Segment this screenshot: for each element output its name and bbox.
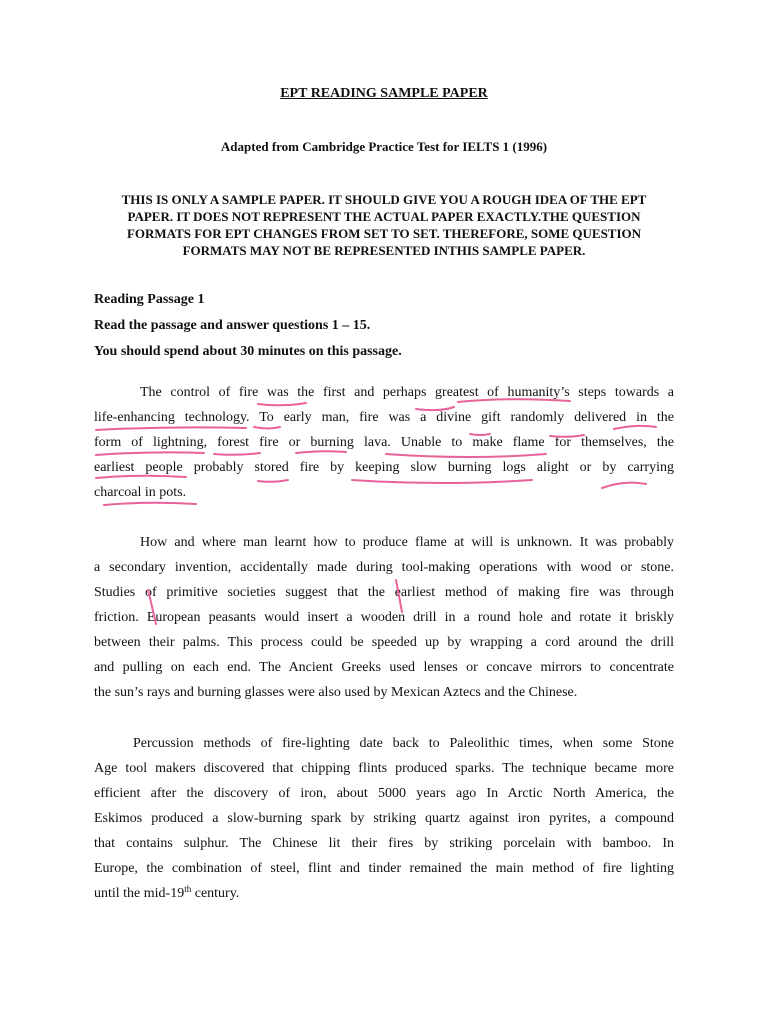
notice-line: FORMATS MAY NOT BE REPRESENTED INTHIS SAMPLE PAPER. <box>182 243 586 258</box>
notice-line: PAPER. IT DOES NOT REPRESENT THE ACTUAL PAPER EXACTLY.THE QUESTION <box>127 209 641 224</box>
paragraph-line: life-enhancing technology. To early man, fire was a divine gift randomly delivered in the <box>94 410 674 425</box>
paragraph-line: the sun’s rays and burning glasses were also used by Mexican Aztecs and the Chinese. <box>94 685 578 700</box>
paragraph-line: that contains sulphur. The Chinese lit their fires by striking porcelain with bamboo. In <box>94 836 674 851</box>
paragraph-line: The control of fire was the first and perhaps greatest of humanity’s steps towards a <box>140 385 674 400</box>
line-text: century. <box>191 886 240 901</box>
paragraph-line: Age tool makers discovered that chipping flints produced sparks. The technique became more <box>94 761 674 776</box>
paragraph-line: efficient after the discovery of iron, about 5000 years ago In Arctic North America, the <box>94 786 674 801</box>
document-subtitle: Adapted from Cambridge Practice Test for IELTS 1 (1996) <box>220 139 548 154</box>
notice-line: THIS IS ONLY A SAMPLE PAPER. IT SHOULD GIVE YOU A ROUGH IDEA OF THE EPT <box>121 192 647 207</box>
paragraph-line: friction. European peasants would insert a wooden drill in a round hole and rotate it briskly <box>94 610 674 625</box>
ordinal-suffix: th <box>184 884 192 894</box>
instruction-questions: Read the passage and answer questions 1 – 15. <box>94 318 371 333</box>
paragraph-line: Studies of primitive societies suggest that the earliest method of making fire was through <box>94 585 674 600</box>
paragraph-line: Eskimos produced a slow-burning spark by striking quartz against iron pyrites, a compound <box>94 811 674 826</box>
paragraph-line: between their palms. This process could be speeded up by wrapping a cord around the drill <box>94 635 674 650</box>
notice-line: FORMATS FOR EPT CHANGES FROM SET TO SET. THEREFORE, SOME QUESTION <box>126 226 642 241</box>
paragraph-line: earliest people probably stored fire by keeping slow burning logs alight or by carrying <box>94 460 674 475</box>
document-title: EPT READING SAMPLE PAPER <box>280 86 488 101</box>
paragraph-line: charcoal in pots. <box>94 485 187 500</box>
paragraph-3 <box>94 734 674 909</box>
passage-heading: Reading Passage 1 <box>94 292 205 307</box>
line-text: until the mid-19 <box>94 886 185 901</box>
paragraph-1 <box>94 383 674 508</box>
paragraph-line: Europe, the combination of steel, flint and tinder remained the main method of fire lighting <box>94 861 674 876</box>
paragraph-2 <box>94 533 674 708</box>
paragraph-line <box>94 884 674 909</box>
paragraph-line: How and where man learnt how to produce flame at will is unknown. It was probably <box>140 535 674 550</box>
paragraph-line: a secondary invention, accidentally made during tool-making operations with wood or stone. <box>94 560 674 575</box>
sample-paper-notice <box>100 191 668 259</box>
paragraph-line: and pulling on each end. The Ancient Greeks used lenses or concave mirrors to concentrate <box>94 660 674 675</box>
instruction-time: You should spend about 30 minutes on this passage. <box>94 344 402 359</box>
passage-instructions <box>94 290 674 368</box>
paragraph-line: Percussion methods of fire-lighting date back to Paleolithic times, when some Stone <box>133 736 674 751</box>
paragraph-line: form of lightning, forest fire or burning lava. Unable to make flame for themselves, the <box>94 435 674 450</box>
